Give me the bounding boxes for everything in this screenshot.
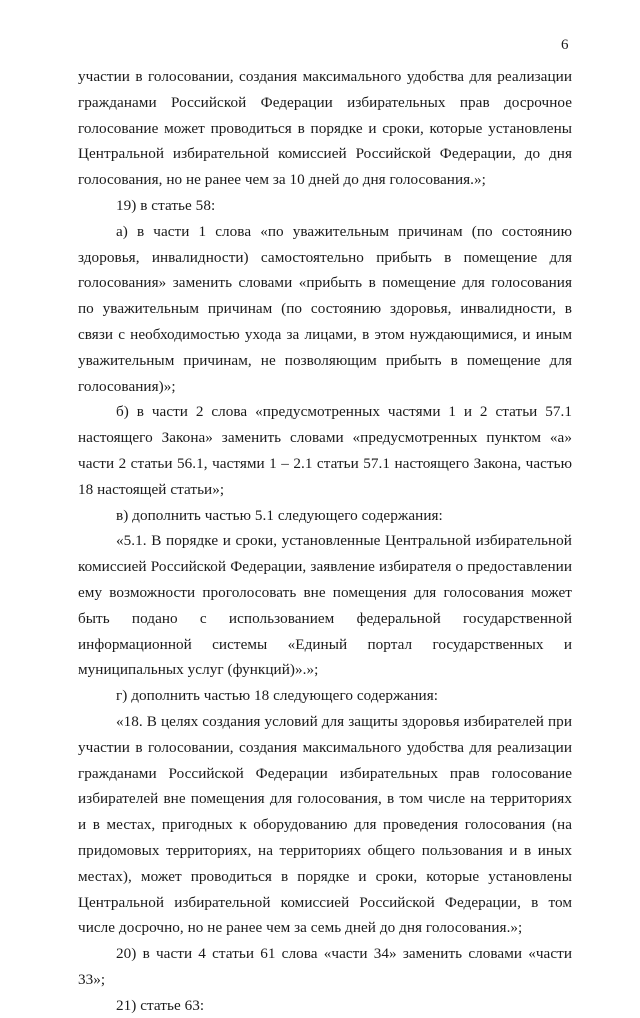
page-number: 6 bbox=[561, 37, 569, 53]
paragraph-item-19: 19) в статье 58: bbox=[116, 196, 216, 214]
paragraph-item-20: 20) в части 4 статьи 61 слова «части 34» заменить словами «части 33»; bbox=[78, 945, 572, 988]
paragraph-subitem-b: б) в части 2 слова «предусмотренных частями 1 и 2 статьи 57.1 настоящего Закона» заменить словами «предусмотренных пунктом «а» части 2 статьи 56.1, частями 1 – 2.1 статьи 57.1 настоящего Закона, частью 18 настоящей статьи»; bbox=[78, 403, 572, 498]
paragraph-subitem-a: а) в части 1 слова «по уважительным причинам (по состоянию здоровья, инвалидности) самостоятельно прибыть в помещение для голосования» заменить словами «прибыть в помещение для голосования по уважительным причинам (по состоянию здоровья, инвалидности, в связи с необходимостью ухода за лицами, в этом нуждающимися, и иным уважительным причинам, не позволяющим прибыть в помещение для голосования)»; bbox=[78, 222, 572, 395]
paragraph-subitem-g: г) дополнить частью 18 следующего содержания: bbox=[116, 687, 439, 705]
paragraph-continuation: участии в голосовании, создания максимального удобства для реализации гражданами Российской Федерации избирательных прав досрочное голосование может проводиться в порядке и сроки, которые установлены Центральной избирательной комиссией Российской Федерации, до дня голосования, но не ранее чем за 10 дней до дня голосования.»; bbox=[78, 68, 572, 189]
body-text bbox=[78, 64, 572, 1018]
paragraph-subitem-v: в) дополнить частью 5.1 следующего содержания: bbox=[116, 506, 443, 524]
paragraph-part-18: «18. В целях создания условий для защиты здоровья избирателей при участии в голосовании, создания максимального удобства для реализации гражданами Российской Федерации избирательных прав голосование избирателей вне помещения для голосования, в том числе на территориях и в местах, пригодных к оборудованию для проведения голосования (на придомовых территориях, на территориях общего пользования и в иных местах), может проводиться в порядке и сроки, которые установлены Центральной избирательной комиссией Российской Федерации, в том числе досрочно, но не ранее чем за семь дней до дня голосования.»; bbox=[78, 712, 572, 937]
paragraph-part-5-1: «5.1. В порядке и сроки, установленные Центральной избирательной комиссией Российской Федерации, заявление избирателя о предоставлении ему возможности проголосовать вне помещения для голосования может быть подано с использованием федеральной государственной информационной системы «Единый портал государственных и муниципальных услуг (функций)».»; bbox=[78, 532, 572, 679]
paragraph-item-21: 21) статье 63: bbox=[116, 996, 205, 1014]
